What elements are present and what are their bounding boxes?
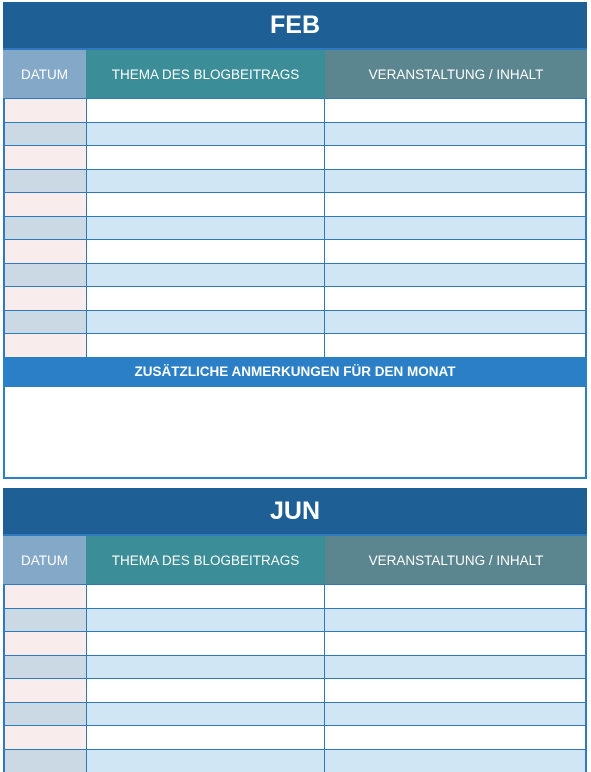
month-title: FEB — [3, 2, 587, 48]
table-row — [5, 608, 585, 632]
date-cell[interactable] — [5, 656, 87, 679]
event-cell[interactable] — [325, 170, 585, 193]
topic-cell[interactable] — [87, 726, 324, 749]
topic-cell[interactable] — [87, 585, 324, 608]
event-cell[interactable] — [325, 656, 585, 679]
event-cell[interactable] — [325, 334, 585, 357]
topic-cell[interactable] — [87, 632, 324, 655]
table-row — [5, 286, 585, 310]
date-cell[interactable] — [5, 264, 87, 287]
event-cell[interactable] — [325, 750, 585, 772]
date-cell[interactable] — [5, 609, 87, 632]
topic-cell[interactable] — [87, 703, 324, 726]
date-cell[interactable] — [5, 99, 87, 122]
table-row — [5, 678, 585, 702]
table-row — [5, 145, 585, 169]
date-cell[interactable] — [5, 193, 87, 216]
topic-cell[interactable] — [87, 146, 324, 169]
event-cell[interactable] — [325, 264, 585, 287]
event-cell[interactable] — [325, 679, 585, 702]
topic-cell[interactable] — [87, 287, 324, 310]
topic-cell[interactable] — [87, 656, 324, 679]
topic-cell[interactable] — [87, 170, 324, 193]
event-cell[interactable] — [325, 632, 585, 655]
table-row — [5, 655, 585, 679]
event-cell[interactable] — [325, 99, 585, 122]
date-cell[interactable] — [5, 311, 87, 334]
table-row — [5, 584, 585, 608]
date-cell[interactable] — [5, 170, 87, 193]
column-header-row — [3, 534, 587, 584]
event-cell[interactable] — [325, 609, 585, 632]
event-cell[interactable] — [325, 287, 585, 310]
event-column-header: VERANSTALTUNG / INHALT — [325, 536, 587, 584]
topic-cell[interactable] — [87, 679, 324, 702]
date-cell[interactable] — [5, 217, 87, 240]
table-row — [5, 631, 585, 655]
event-cell[interactable] — [325, 146, 585, 169]
date-cell[interactable] — [5, 726, 87, 749]
topic-cell[interactable] — [87, 217, 324, 240]
topic-cell[interactable] — [87, 123, 324, 146]
table-row — [5, 239, 585, 263]
topic-cell[interactable] — [87, 609, 324, 632]
date-column-header: DATUM — [3, 50, 86, 98]
table-row — [5, 333, 585, 357]
event-cell[interactable] — [325, 585, 585, 608]
event-cell[interactable] — [325, 217, 585, 240]
event-cell[interactable] — [325, 123, 585, 146]
table-row — [5, 169, 585, 193]
date-cell[interactable] — [5, 632, 87, 655]
topic-cell[interactable] — [87, 193, 324, 216]
date-cell[interactable] — [5, 585, 87, 608]
event-cell[interactable] — [325, 703, 585, 726]
table-row — [5, 310, 585, 334]
topic-column-header: THEMA DES BLOGBEITRAGS — [86, 50, 325, 98]
feb-calendar — [3, 2, 587, 479]
jun-calendar — [3, 488, 587, 772]
column-header-row — [3, 48, 587, 98]
event-cell[interactable] — [325, 311, 585, 334]
topic-cell[interactable] — [87, 240, 324, 263]
event-column-header: VERANSTALTUNG / INHALT — [325, 50, 587, 98]
table-row — [5, 702, 585, 726]
jun-table-body — [3, 584, 587, 772]
event-cell[interactable] — [325, 726, 585, 749]
date-cell[interactable] — [5, 679, 87, 702]
date-cell[interactable] — [5, 240, 87, 263]
date-cell[interactable] — [5, 334, 87, 357]
table-row — [5, 725, 585, 749]
topic-cell[interactable] — [87, 750, 324, 772]
topic-cell[interactable] — [87, 311, 324, 334]
table-row — [5, 263, 585, 287]
table-row — [5, 98, 585, 122]
feb-table-body — [3, 98, 587, 357]
table-row — [5, 749, 585, 772]
table-row — [5, 192, 585, 216]
date-cell[interactable] — [5, 287, 87, 310]
event-cell[interactable] — [325, 240, 585, 263]
notes-header: ZUSÄTZLICHE ANMERKUNGEN FÜR DEN MONAT — [3, 357, 587, 387]
month-title: JUN — [3, 488, 587, 534]
date-cell[interactable] — [5, 750, 87, 772]
date-column-header: DATUM — [3, 536, 86, 584]
topic-column-header: THEMA DES BLOGBEITRAGS — [86, 536, 325, 584]
date-cell[interactable] — [5, 703, 87, 726]
table-row — [5, 216, 585, 240]
topic-cell[interactable] — [87, 264, 324, 287]
table-row — [5, 122, 585, 146]
topic-cell[interactable] — [87, 99, 324, 122]
date-cell[interactable] — [5, 123, 87, 146]
event-cell[interactable] — [325, 193, 585, 216]
date-cell[interactable] — [5, 146, 87, 169]
notes-area[interactable] — [3, 387, 587, 479]
topic-cell[interactable] — [87, 334, 324, 357]
